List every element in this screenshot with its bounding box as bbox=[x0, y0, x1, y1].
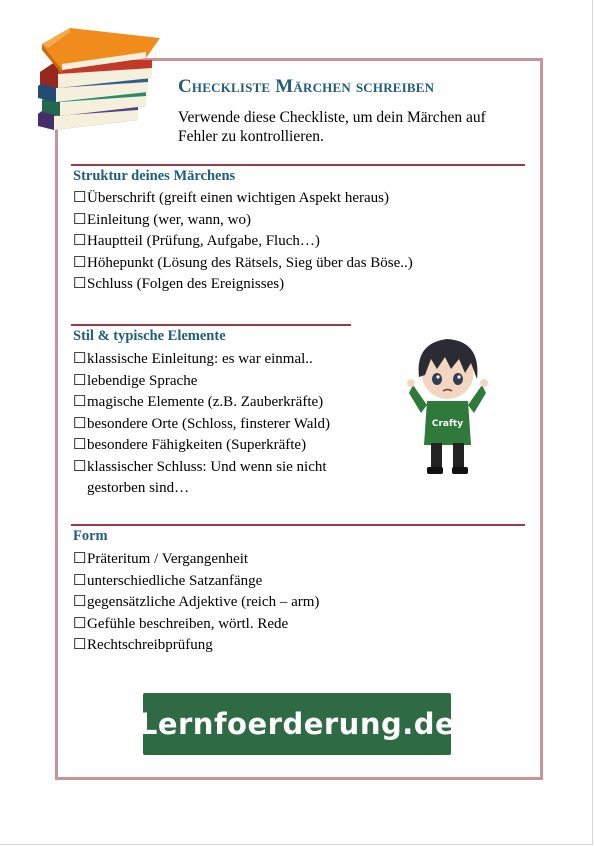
logo-text: Lernfoerderung.de bbox=[138, 707, 456, 741]
checklist-item[interactable]: ☐ Hauptteil (Prüfung, Aufgabe, Fluch…) bbox=[73, 231, 413, 253]
checklist-item[interactable]: ☐ Rechtschreibprüfung bbox=[73, 635, 319, 657]
section-title-form: Form bbox=[73, 528, 108, 544]
checklist-item[interactable]: ☐ Überschrift (greift einen wichtigen Aspekt heraus) bbox=[73, 188, 413, 210]
checklist-item[interactable]: ☐ unterschiedliche Satzanfänge bbox=[73, 571, 319, 593]
checkbox-icon[interactable]: ☐ bbox=[73, 572, 87, 589]
checklist-item[interactable]: ☐ Höhepunkt (Lösung des Rätsels, Sieg über das Böse..) bbox=[73, 253, 413, 275]
checkbox-icon[interactable]: ☐ bbox=[73, 372, 87, 389]
intro-text: Verwende diese Checkliste, um dein Märchen auf Fehler zu kontrollieren. bbox=[178, 109, 486, 145]
checklist-item[interactable]: ☐ besondere Fähigkeiten (Superkräfte) bbox=[73, 435, 373, 457]
checkbox-icon[interactable]: ☐ bbox=[73, 190, 87, 206]
checklist-stil bbox=[73, 349, 373, 500]
checklist-item[interactable]: ☐ besondere Orte (Schloss, finsterer Wald) bbox=[73, 414, 373, 436]
section-title-struktur: Struktur deines Märchens bbox=[73, 168, 236, 184]
checkbox-icon[interactable]: ☐ bbox=[73, 233, 87, 249]
section-divider bbox=[71, 524, 525, 526]
section-divider bbox=[71, 164, 525, 166]
checklist-item[interactable]: ☐ Schluss (Folgen des Ereignisses) bbox=[73, 274, 413, 296]
checkbox-icon[interactable]: ☐ bbox=[73, 394, 87, 410]
checklist-item[interactable]: ☐ Einleitung (wer, wann, wo) bbox=[73, 210, 413, 232]
checklist-struktur bbox=[73, 188, 413, 296]
checklist-form bbox=[73, 549, 319, 657]
checkbox-icon[interactable]: ☐ bbox=[73, 254, 87, 271]
book-stack-icon bbox=[34, 22, 164, 134]
checkbox-icon[interactable]: ☐ bbox=[73, 615, 87, 632]
document-title: Checkliste Märchen schreiben bbox=[178, 76, 435, 97]
checkbox-icon[interactable]: ☐ bbox=[73, 637, 87, 653]
checkbox-icon[interactable]: ☐ bbox=[73, 351, 87, 367]
checkbox-icon[interactable]: ☐ bbox=[73, 437, 87, 453]
checklist-item[interactable]: ☐ Präteritum / Vergangenheit bbox=[73, 549, 319, 571]
checkbox-icon[interactable]: ☐ bbox=[73, 458, 87, 475]
checklist-item[interactable]: ☐ Gefühle beschreiben, wörtl. Rede bbox=[73, 614, 319, 636]
checkbox-icon[interactable]: ☐ bbox=[73, 551, 87, 567]
shirt-text: Crafty bbox=[431, 419, 464, 429]
checkbox-icon[interactable]: ☐ bbox=[73, 415, 87, 432]
checklist-item[interactable]: ☐ klassische Einleitung: es war einmal.. bbox=[73, 349, 373, 371]
checklist-item[interactable]: ☐ gegensätzliche Adjektive (reich – arm) bbox=[73, 592, 319, 614]
section-title-stil: Stil & typische Elemente bbox=[73, 328, 226, 344]
checklist-item[interactable]: ☐ klassischer Schluss: Und wenn sie nicht gestorben sind… bbox=[73, 457, 373, 500]
lernfoerderung-logo[interactable] bbox=[138, 693, 456, 755]
checklist-item[interactable]: ☐ lebendige Sprache bbox=[73, 371, 373, 393]
checklist-item[interactable]: ☐ magische Elemente (z.B. Zauberkräfte) bbox=[73, 392, 373, 414]
checkbox-icon[interactable]: ☐ bbox=[73, 211, 87, 228]
section-divider bbox=[71, 324, 351, 326]
checkbox-icon[interactable]: ☐ bbox=[73, 276, 87, 292]
checkbox-icon[interactable]: ☐ bbox=[73, 594, 87, 610]
character-illustration bbox=[405, 333, 490, 478]
